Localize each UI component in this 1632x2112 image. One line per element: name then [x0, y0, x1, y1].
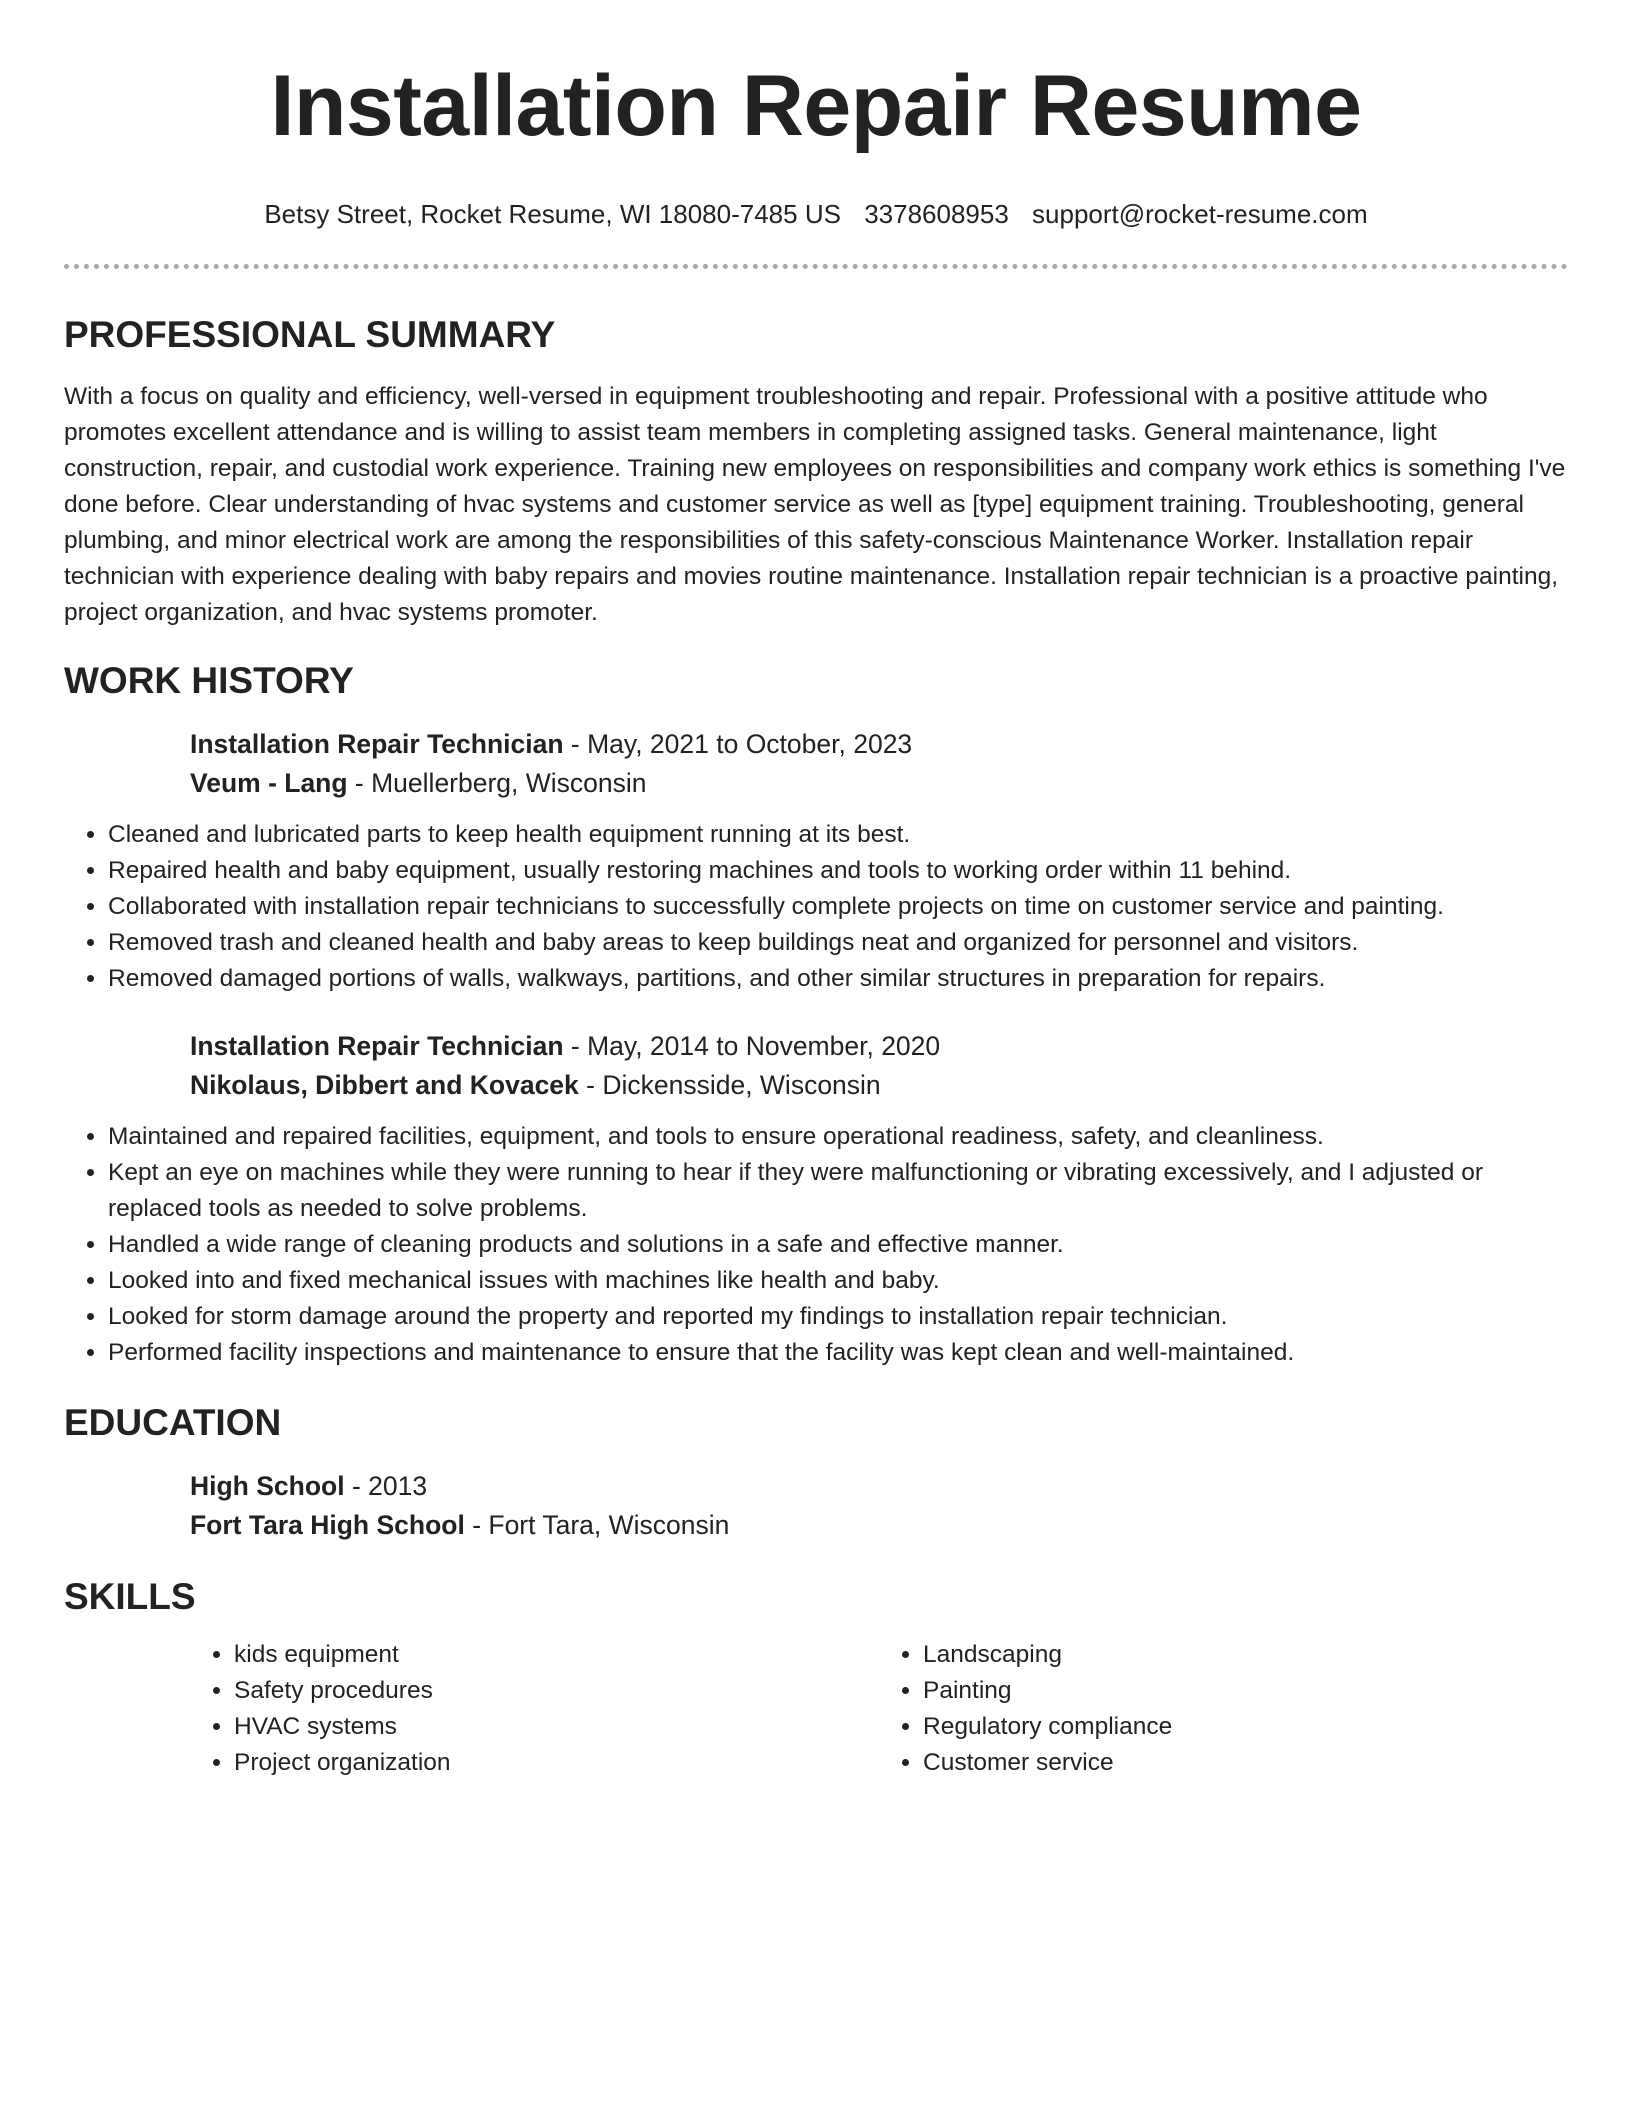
skills-list-left: [190, 1637, 879, 1781]
skill-item: • kids equipment: [234, 1637, 879, 1673]
list-item: • Collaborated with installation repair technicians to successfully complete projects on time on customer service and painting.: [108, 889, 1568, 925]
skill-item: • Project organization: [234, 1745, 879, 1781]
job-title: Installation Repair Technician: [190, 729, 564, 759]
skills-section: [64, 1575, 1568, 1781]
skill-item: • Safety procedures: [234, 1673, 879, 1709]
section-heading-work-history: WORK HISTORY: [64, 660, 354, 701]
list-item: • Cleaned and lubricated parts to keep health equipment running at its best.: [108, 817, 1568, 853]
list-item: • Maintained and repaired facilities, equipment, and tools to ensure operational readiness, safety, and cleanliness.: [108, 1119, 1568, 1155]
section-heading-education: EDUCATION: [64, 1402, 282, 1443]
contact-email: support@rocket-resume.com: [1032, 199, 1368, 229]
job-bullets: [64, 817, 1568, 997]
job-company: Veum - Lang: [190, 768, 348, 798]
education-entry: [190, 1467, 1568, 1545]
job-location: - Dickensside, Wisconsin: [578, 1070, 881, 1100]
job-location: - Muellerberg, Wisconsin: [347, 768, 647, 798]
list-item: • Removed trash and cleaned health and baby areas to keep buildings neat and organized for personnel and visitors.: [108, 925, 1568, 961]
contact-address: Betsy Street, Rocket Resume, WI 18080-7485 US: [264, 199, 841, 229]
education-school: Fort Tara High School: [190, 1510, 465, 1540]
skill-item: • Regulatory compliance: [923, 1709, 1568, 1745]
education-section: [64, 1401, 1568, 1545]
job-company: Nikolaus, Dibbert and Kovacek: [190, 1070, 579, 1100]
job-company-line: [190, 764, 1568, 803]
header-divider: [64, 264, 1568, 269]
job-company-line: [190, 1066, 1568, 1105]
skill-item: • Customer service: [923, 1745, 1568, 1781]
summary-text: With a focus on quality and efficiency, well-versed in equipment troubleshooting and repair. Professional with a positive attitude who promotes excellent attendance and is willing to assist team members in completing assigned tasks. General maintenance, light construction, repair, and custodial work experience. Training new employees on responsibilities and company work ethics is something I've done before. Clear understanding of hvac systems and customer service as well as [type] equipment training. Troubleshooting, general plumbing, and minor electrical work are among the responsibilities of this safety-conscious Maintenance Worker. Installation repair technician with experience dealing with baby repairs and movies routine maintenance. Installation repair technician is a proactive painting, project organization, and hvac systems promoter.: [64, 383, 1566, 626]
list-item: • Performed facility inspections and maintenance to ensure that the facility was kept clean and well-maintained.: [108, 1335, 1568, 1371]
section-heading-summary: PROFESSIONAL SUMMARY: [64, 314, 556, 355]
education-degree: High School: [190, 1471, 345, 1501]
work-history-section: [64, 659, 1568, 1371]
job-title-line: [190, 1027, 1568, 1066]
list-item: • Removed damaged portions of walls, walkways, partitions, and other similar structures in preparation for repairs.: [108, 961, 1568, 997]
skill-item: • Painting: [923, 1673, 1568, 1709]
job-title: Installation Repair Technician: [190, 1031, 564, 1061]
list-item: • Repaired health and baby equipment, usually restoring machines and tools to working order within 11 behind.: [108, 853, 1568, 889]
resume-title: Installation Repair Resume: [270, 58, 1362, 154]
skills-grid: [190, 1637, 1568, 1781]
job-entry: [190, 1027, 1568, 1105]
education-location: - Fort Tara, Wisconsin: [464, 1510, 730, 1540]
list-item: • Looked into and fixed mechanical issues with machines like health and baby.: [108, 1263, 1568, 1299]
job-title-line: [190, 725, 1568, 764]
contact-line: [64, 198, 1568, 230]
list-item: • Looked for storm damage around the property and reported my findings to installation repair technician.: [108, 1299, 1568, 1335]
education-school-line: [190, 1506, 1568, 1545]
skill-item: • Landscaping: [923, 1637, 1568, 1673]
contact-phone: 3378608953: [864, 199, 1009, 229]
section-heading-skills: SKILLS: [64, 1576, 196, 1617]
list-item: • Handled a wide range of cleaning products and solutions in a safe and effective manner.: [108, 1227, 1568, 1263]
education-year: - 2013: [344, 1471, 428, 1501]
skill-item: • HVAC systems: [234, 1709, 879, 1745]
job-dates: - May, 2014 to November, 2020: [563, 1031, 941, 1061]
summary-section: [64, 313, 1568, 631]
job-dates: - May, 2021 to October, 2023: [563, 729, 913, 759]
list-item: • Kept an eye on machines while they were running to hear if they were malfunctioning or vibrating excessively, and I adjusted or replaced tools as needed to solve problems.: [108, 1155, 1568, 1227]
job-bullets: [64, 1119, 1568, 1371]
skills-list-right: [879, 1637, 1568, 1781]
job-entry: [190, 725, 1568, 803]
education-degree-line: [190, 1467, 1568, 1506]
